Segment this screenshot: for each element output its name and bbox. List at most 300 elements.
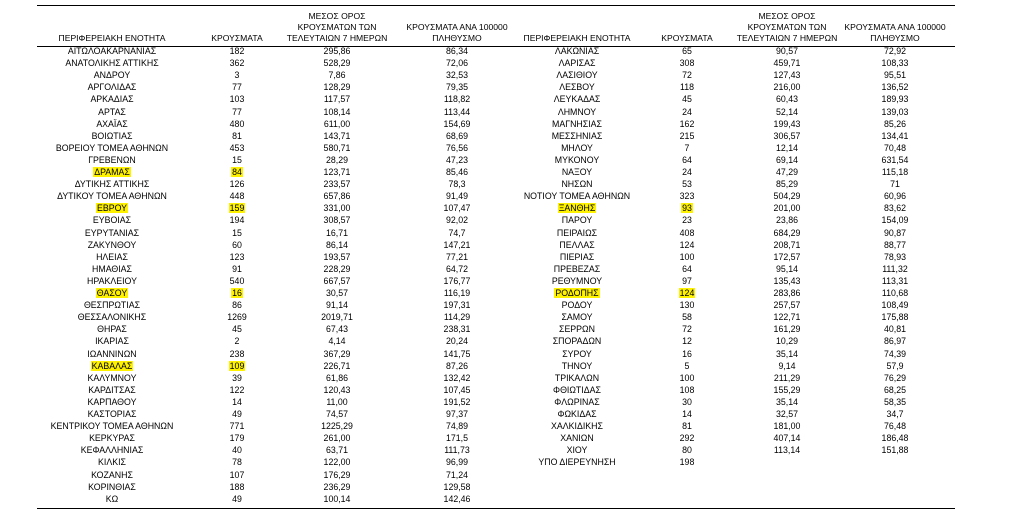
region-value: ΡΟΔΟΥ (561, 300, 593, 311)
avg7-value: 28,29 (325, 154, 348, 165)
cell-per100k (850, 239, 940, 251)
region-value: ΧΑΛΚΙΔΙΚΗΣ (551, 421, 603, 432)
cell-per100k (850, 251, 940, 263)
cases-value: 91 (232, 263, 242, 274)
per100k-value: 47,23 (445, 154, 468, 165)
region-value: ΜΕΣΣΗΝΙΑΣ (551, 130, 603, 141)
header-avg7-right: ΜΕΣΟΣ ΟΡΟΣ ΚΡΟΥΣΜΑΤΩΝ ΤΩΝ ΤΕΛΕΥΤΑΙΩΝ 7 ΗΜΕΡΩΝ (736, 11, 838, 43)
cell-cases (647, 166, 727, 178)
cell-cases (197, 239, 277, 251)
cell-cases (197, 396, 277, 408)
cell-cases (197, 178, 277, 190)
cell-avg7 (742, 202, 832, 214)
per100k-value: 72,92 (883, 46, 906, 56)
cell-region (37, 396, 187, 408)
cell-cases (197, 323, 277, 335)
region-value: ΑΙΤΩΛΟΑΚΑΡΝΑΝΙΑΣ (67, 46, 157, 56)
cell-per100k (412, 493, 502, 505)
cell-per100k (412, 469, 502, 481)
region-value: ΗΛΕΙΑΣ (96, 251, 128, 262)
avg7-value: 228,29 (323, 263, 351, 274)
per100k-value: 141,75 (443, 348, 471, 359)
cell-avg7 (742, 118, 832, 130)
region-value: ΘΗΡΑΣ (97, 324, 127, 335)
cell-region (37, 360, 187, 372)
cell-cases (197, 360, 277, 372)
cell-avg7 (742, 456, 832, 468)
cell-cases (647, 57, 727, 69)
avg7-value: 528,29 (323, 58, 351, 69)
region-value: ΘΕΣΣΑΛΟΝΙΚΗΣ (77, 312, 147, 323)
cell-avg7 (292, 118, 382, 130)
cell-cases (647, 396, 727, 408)
per100k-value: 114,29 (443, 312, 471, 323)
cell-region (37, 57, 187, 69)
avg7-value: 11,00 (326, 396, 348, 407)
cell-cases (647, 275, 727, 287)
cell-avg7 (742, 275, 832, 287)
cell-region (37, 311, 187, 323)
cases-value: 771 (229, 421, 245, 432)
per100k-value: 86,34 (445, 46, 468, 56)
avg7-value: 10,29 (775, 336, 798, 347)
cases-value: 45 (232, 324, 242, 335)
cell-cases (647, 384, 727, 396)
cell-avg7 (742, 178, 832, 190)
cell-avg7 (292, 214, 382, 226)
region-value: ΦΩΚΙΔΑΣ (557, 409, 597, 419)
region-value: ΕΥΒΟΙΑΣ (92, 215, 132, 226)
per100k-value: 176,77 (443, 275, 471, 286)
per100k-value: 147,21 (443, 239, 471, 250)
cell-per100k (412, 335, 502, 347)
region-value: ΛΑΡΙΣΑΣ (558, 58, 596, 69)
cell-region (37, 420, 187, 432)
cases-value: 540 (229, 275, 245, 286)
cases-value: 58 (682, 312, 692, 323)
cell-cases (647, 360, 727, 372)
avg7-value: 63,71 (325, 445, 348, 456)
cell-region (492, 360, 662, 372)
cases-value: 194 (229, 215, 245, 226)
cell-per100k (850, 118, 940, 130)
region-value: ΞΑΝΘΗΣ (558, 203, 596, 214)
per100k-value: 116,19 (443, 288, 471, 298)
cell-avg7 (742, 311, 832, 323)
cell-cases (647, 251, 727, 263)
cell-per100k (412, 481, 502, 493)
cell-avg7 (742, 372, 832, 384)
cell-per100k (850, 299, 940, 311)
cell-region (492, 323, 662, 335)
region-value: ΛΑΣΙΘΙΟΥ (556, 70, 598, 81)
region-value: ΦΘΙΩΤΙΔΑΣ (553, 384, 601, 395)
cell-region (37, 275, 187, 287)
cell-avg7 (292, 469, 382, 481)
cases-value: 124 (679, 239, 695, 250)
cases-value: 14 (232, 396, 242, 407)
cell-cases (647, 348, 727, 360)
avg7-value: 283,86 (773, 288, 801, 298)
cases-value: 7 (684, 142, 690, 153)
per100k-value: 74,89 (445, 421, 468, 432)
cell-cases (647, 299, 727, 311)
region-value: ΠΙΕΡΙΑΣ (559, 251, 595, 262)
cell-avg7 (292, 287, 382, 299)
cell-avg7 (292, 275, 382, 287)
cell-cases (197, 154, 277, 166)
cell-cases (647, 323, 727, 335)
cell-avg7 (292, 444, 382, 456)
cell-per100k (412, 142, 502, 154)
avg7-value: 657,86 (323, 191, 351, 202)
avg7-value: 127,43 (773, 70, 801, 81)
avg7-value: 226,71 (323, 360, 351, 371)
cases-value: 198 (679, 457, 695, 468)
cell-per100k (412, 239, 502, 251)
avg7-value: 108,14 (323, 106, 351, 117)
cell-region (37, 251, 187, 263)
cell-avg7 (292, 178, 382, 190)
region-value: ΗΜΑΘΙΑΣ (92, 263, 132, 274)
cell-avg7 (742, 408, 832, 420)
cell-per100k (850, 360, 940, 372)
cell-avg7 (292, 493, 382, 505)
cell-cases (647, 456, 727, 468)
cell-cases (197, 227, 277, 239)
avg7-value: 504,29 (773, 191, 801, 202)
cell-cases (647, 287, 727, 299)
cell-region (37, 106, 187, 118)
per100k-value: 111,73 (444, 445, 470, 456)
cases-value: 39 (232, 372, 242, 383)
region-value: ΤΗΝΟΥ (561, 360, 593, 371)
per100k-value: 85,26 (883, 118, 906, 129)
per100k-value: 58,35 (883, 396, 906, 407)
cell-avg7 (742, 251, 832, 263)
cell-region (492, 81, 662, 93)
avg7-value: 211,29 (773, 372, 801, 383)
avg7-value: 32,57 (775, 409, 798, 419)
cell-per100k (850, 287, 940, 299)
cell-cases (647, 311, 727, 323)
cases-value: 188 (229, 481, 245, 492)
cell-per100k (850, 202, 940, 214)
cell-cases (197, 93, 277, 105)
per100k-value: 151,88 (881, 445, 909, 456)
cell-per100k (412, 384, 502, 396)
cell-cases (197, 311, 277, 323)
cell-region (492, 420, 662, 432)
region-value: ΝΑΞΟΥ (561, 167, 593, 177)
per100k-value: 631,54 (881, 154, 909, 165)
avg7-value: 611,00 (323, 118, 351, 129)
cases-value: 123 (229, 251, 245, 262)
per100k-value: 186,48 (881, 433, 909, 444)
cell-region (492, 239, 662, 251)
cell-region (492, 45, 662, 57)
cell-avg7 (742, 420, 832, 432)
cases-value: 107 (229, 469, 245, 480)
region-value: ΕΥΡΥΤΑΝΙΑΣ (84, 227, 140, 238)
cell-avg7 (742, 227, 832, 239)
cell-per100k (850, 335, 940, 347)
cell-per100k (412, 81, 502, 93)
per100k-value: 64,72 (445, 263, 468, 274)
avg7-value: 580,71 (323, 142, 351, 153)
cell-cases (647, 154, 727, 166)
cell-avg7 (742, 348, 832, 360)
per100k-value: 68,25 (883, 384, 906, 395)
per100k-value: 85,46 (445, 167, 468, 177)
cell-per100k (412, 456, 502, 468)
header-region-left: ΠΕΡΙΦΕΡΕΙΑΚΗ ΕΝΟΤΗΤΑ (58, 33, 166, 43)
per100k-value: 76,29 (883, 372, 906, 383)
cases-value: 24 (682, 167, 692, 177)
cases-value: 81 (232, 130, 242, 141)
cell-region (492, 130, 662, 142)
avg7-value: 295,86 (323, 46, 351, 56)
per100k-value: 72,06 (445, 58, 468, 69)
avg7-value: 30,57 (325, 288, 348, 298)
region-value: ΚΩ (105, 493, 119, 504)
cell-avg7 (292, 481, 382, 493)
cell-region (37, 239, 187, 251)
cell-region (37, 323, 187, 335)
cell-cases (197, 57, 277, 69)
per100k-value: 34,7 (886, 409, 904, 419)
region-value: ΓΡΕΒΕΝΩΝ (88, 154, 136, 165)
avg7-value: 1225,29 (321, 421, 353, 432)
avg7-value: 233,57 (323, 179, 351, 190)
avg7-value: 123,71 (323, 167, 351, 177)
region-value: ΡΟΔΟΠΗΣ (555, 288, 599, 298)
cell-cases (197, 190, 277, 202)
avg7-value: 257,57 (773, 300, 801, 311)
cases-value: 179 (229, 433, 245, 444)
cell-cases (647, 69, 727, 81)
cell-region (492, 154, 662, 166)
cell-region (37, 166, 187, 178)
avg7-value: 181,00 (773, 421, 801, 432)
per100k-value: 129,58 (443, 481, 471, 492)
cell-per100k (850, 432, 940, 444)
cases-value: 308 (679, 58, 695, 69)
cell-avg7 (292, 372, 382, 384)
avg7-value: 91,14 (325, 300, 348, 311)
cell-region (492, 214, 662, 226)
avg7-value: 16,71 (325, 227, 348, 238)
cell-per100k (412, 444, 502, 456)
cell-per100k (412, 130, 502, 142)
avg7-value: 12,14 (775, 142, 798, 153)
cell-region (37, 348, 187, 360)
avg7-value: 61,86 (325, 372, 348, 383)
cell-avg7 (292, 456, 382, 468)
cell-cases (197, 106, 277, 118)
cell-per100k (412, 348, 502, 360)
cell-cases (197, 493, 277, 505)
cell-avg7 (292, 154, 382, 166)
region-value: ΜΗΛΟΥ (561, 142, 593, 153)
cell-avg7 (292, 432, 382, 444)
header-per100k-right: ΚΡΟΥΣΜΑΤΑ ΑΝΑ 100000 ΠΛΗΘΥΣΜΟ (844, 22, 946, 43)
cell-per100k (850, 106, 940, 118)
cell-region (37, 81, 187, 93)
cases-value: 65 (682, 46, 692, 56)
cell-per100k (412, 214, 502, 226)
per100k-value: 40,81 (883, 324, 906, 335)
cell-per100k (850, 57, 940, 69)
cell-region (492, 227, 662, 239)
cell-avg7 (292, 202, 382, 214)
region-value: ΚΑΒΑΛΑΣ (91, 360, 133, 371)
region-value: ΖΑΚΥΝΘΟΥ (87, 239, 137, 250)
avg7-value: 667,57 (323, 275, 351, 286)
cases-value: 108 (679, 384, 695, 395)
cell-region (37, 372, 187, 384)
cell-cases (647, 142, 727, 154)
cases-value: 72 (682, 70, 692, 81)
cell-avg7 (292, 396, 382, 408)
cell-avg7 (292, 323, 382, 335)
avg7-value: 161,29 (773, 324, 801, 335)
cell-per100k (412, 263, 502, 275)
region-value: ΠΑΡΟΥ (561, 215, 593, 226)
per100k-value: 118,82 (443, 94, 471, 105)
cell-avg7 (742, 190, 832, 202)
cell-avg7 (742, 432, 832, 444)
per100k-value: 139,03 (881, 106, 909, 117)
avg7-value: 407,14 (773, 433, 801, 444)
cell-region (492, 202, 662, 214)
region-value: ΠΕΙΡΑΙΩΣ (556, 227, 598, 238)
region-value: ΑΧΑΪΑΣ (96, 118, 128, 129)
cell-per100k (412, 275, 502, 287)
cell-per100k (850, 275, 940, 287)
cases-value: 362 (229, 58, 245, 69)
cell-cases (197, 444, 277, 456)
cases-value: 215 (679, 130, 695, 141)
per100k-value: 79,35 (445, 82, 468, 93)
per100k-value: 154,09 (881, 215, 909, 226)
region-value: ΒΟΙΩΤΙΑΣ (91, 130, 133, 141)
cell-per100k (850, 323, 940, 335)
cell-per100k (850, 130, 940, 142)
region-value: ΕΒΡΟΥ (96, 203, 128, 214)
cell-per100k (412, 287, 502, 299)
avg7-value: 95,14 (775, 263, 798, 274)
cell-region (37, 178, 187, 190)
per100k-value: 110,68 (881, 288, 909, 298)
avg7-value: 2019,71 (321, 312, 353, 323)
region-value: ΛΕΥΚΑΔΑΣ (553, 94, 601, 105)
region-value: ΒΟΡΕΙΟΥ ΤΟΜΕΑ ΑΘΗΝΩΝ (55, 142, 169, 153)
cases-value: 12 (682, 336, 692, 347)
region-value: ΦΛΩΡΙΝΑΣ (554, 396, 600, 407)
cell-per100k (412, 154, 502, 166)
avg7-value: 122,71 (773, 312, 801, 323)
avg7-value: 100,14 (323, 493, 351, 504)
region-value: ΗΡΑΚΛΕΙΟΥ (87, 275, 137, 286)
cell-region (492, 69, 662, 81)
region-value: ΑΡΤΑΣ (98, 106, 126, 117)
per100k-value: 88,77 (883, 239, 906, 250)
cell-cases (647, 202, 727, 214)
cases-value: 480 (229, 118, 245, 129)
cell-cases (647, 239, 727, 251)
cell-region (492, 287, 662, 299)
cell-cases (197, 130, 277, 142)
cases-value: 3 (234, 70, 240, 81)
cell-region (492, 408, 662, 420)
cell-per100k (412, 420, 502, 432)
cell-avg7 (742, 444, 832, 456)
cell-cases (647, 190, 727, 202)
cell-cases (197, 481, 277, 493)
region-value: ΠΕΛΛΑΣ (559, 239, 595, 250)
cell-cases (197, 287, 277, 299)
cell-cases (197, 202, 277, 214)
cell-region (492, 432, 662, 444)
cell-avg7 (292, 93, 382, 105)
cell-cases (647, 118, 727, 130)
cases-value: 182 (229, 46, 245, 56)
cell-avg7 (742, 299, 832, 311)
avg7-value: 74,57 (325, 409, 348, 419)
cell-region (492, 299, 662, 311)
cases-value: 81 (682, 421, 692, 432)
cell-per100k (412, 372, 502, 384)
cases-value: 93 (682, 203, 692, 214)
region-value: ΚΙΛΚΙΣ (98, 457, 126, 468)
cell-cases (197, 263, 277, 275)
cell-per100k (412, 360, 502, 372)
cases-value: 109 (229, 360, 245, 371)
avg7-value: 122,00 (323, 457, 351, 468)
region-value: ΑΡΚΑΔΙΑΣ (90, 94, 134, 105)
cell-avg7 (742, 360, 832, 372)
cell-region (492, 106, 662, 118)
cell-avg7 (292, 239, 382, 251)
per100k-value: 74,7 (448, 227, 466, 238)
cell-per100k (412, 57, 502, 69)
region-value: ΛΗΜΝΟΥ (557, 106, 597, 117)
per100k-value: 107,47 (443, 203, 471, 214)
per100k-value: 83,62 (883, 203, 906, 214)
cell-region (37, 154, 187, 166)
cases-value: 1269 (227, 312, 247, 323)
cell-cases (647, 408, 727, 420)
cell-region (37, 130, 187, 142)
header-cases-left: ΚΡΟΥΣΜΑΤΑ (211, 33, 263, 43)
cell-region (492, 263, 662, 275)
cell-avg7 (292, 106, 382, 118)
cases-value: 2 (234, 336, 240, 347)
avg7-value: 120,43 (323, 384, 351, 395)
cell-per100k (850, 154, 940, 166)
cell-avg7 (292, 130, 382, 142)
cell-avg7 (292, 299, 382, 311)
cell-per100k (850, 396, 940, 408)
per100k-value: 108,33 (881, 58, 909, 69)
avg7-value: 459,71 (773, 58, 801, 69)
per100k-value: 90,87 (883, 227, 906, 238)
header-avg7-left: ΜΕΣΟΣ ΟΡΟΣ ΚΡΟΥΣΜΑΤΩΝ ΤΩΝ ΤΕΛΕΥΤΑΙΩΝ 7 ΗΜΕΡΩΝ (286, 11, 388, 43)
avg7-value: 199,43 (773, 118, 801, 129)
avg7-value: 35,14 (775, 348, 798, 359)
region-value: ΛΑΚΩΝΙΑΣ (554, 46, 600, 56)
